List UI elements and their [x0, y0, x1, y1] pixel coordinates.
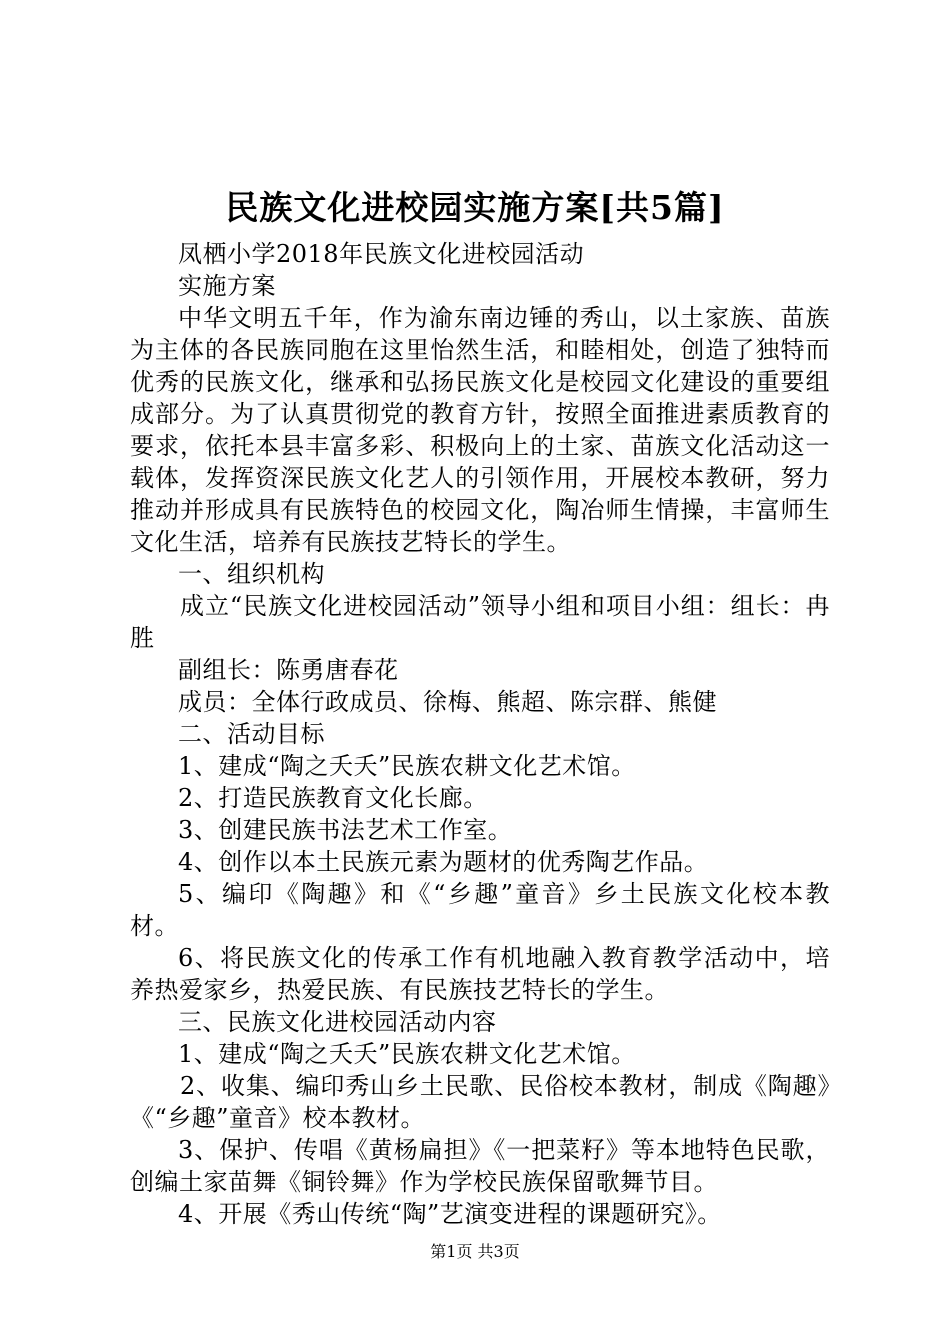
list-item: 5、编印《陶趣》和《“乡趣”童音》乡土民族文化校本教材。: [130, 880, 830, 940]
list-item: 1、建成“陶之夭夭”民族农耕文化艺术馆。: [178, 1040, 636, 1068]
list-item: 3、创建民族书法艺术工作室。: [178, 816, 513, 844]
section-heading: 一、组织机构: [178, 560, 325, 588]
paragraph: 中华文明五千年，作为渝东南边锤的秀山，以土家族、苗族为主体的各民族同胞在这里怡然生活，和睦相处，创造了独特而优秀的民族文化，继承和弘扬民族文化是校园文化建设的重要组成部分。为了认真贯彻党的教育方针，按照全面推进素质教育的要求，依托本县丰富多彩、积极向上的土家、苗族文化活动这一载体，发挥资深民族文化艺人的引领作用，开展校本教研，努力推动并形成具有民族特色的校园文化，陶冶师生情操，丰富师生文化生活，培养有民族技艺特长的学生。: [130, 304, 830, 556]
list-item: 2、打造民族教育文化长廊。: [178, 784, 488, 812]
paragraph: 成立“民族文化进校园活动”领导小组和项目小组：组长：冉胜: [130, 592, 830, 652]
document-body: [130, 238, 830, 1230]
list-item: 4、创作以本土民族元素为题材的优秀陶艺作品。: [178, 848, 709, 876]
paragraph: 成员：全体行政成员、徐梅、熊超、陈宗群、熊健: [178, 688, 717, 716]
list-item: 1、建成“陶之夭夭”民族农耕文化艺术馆。: [178, 752, 636, 780]
list-item: 2、收集、编印秀山乡土民歌、民俗校本教材，制成《陶趣》《“乡趣”童音》校本教材。: [130, 1072, 830, 1132]
page-number: 第1页 共3页: [430, 1242, 520, 1261]
list-item: 3、保护、传唱《黄杨扁担》《一把菜籽》等本地特色民歌，创编土家苗舞《铜铃舞》作为学校民族保留歌舞节目。: [130, 1136, 830, 1196]
paragraph: 实施方案: [178, 272, 276, 300]
paragraph: 凤栖小学2018年民族文化进校园活动: [178, 240, 585, 268]
section-heading: 三、民族文化进校园活动内容: [178, 1008, 497, 1036]
document-title: 民族文化进校园实施方案[共5篇]: [225, 188, 725, 227]
section-heading: 二、活动目标: [178, 720, 325, 748]
paragraph: 副组长：陈勇唐春花: [178, 656, 399, 684]
list-item: 6、将民族文化的传承工作有机地融入教育教学活动中，培养热爱家乡，热爱民族、有民族技艺特长的学生。: [130, 944, 830, 1004]
list-item: 4、开展《秀山传统“陶”艺演变进程的课题研究》。: [178, 1200, 722, 1228]
